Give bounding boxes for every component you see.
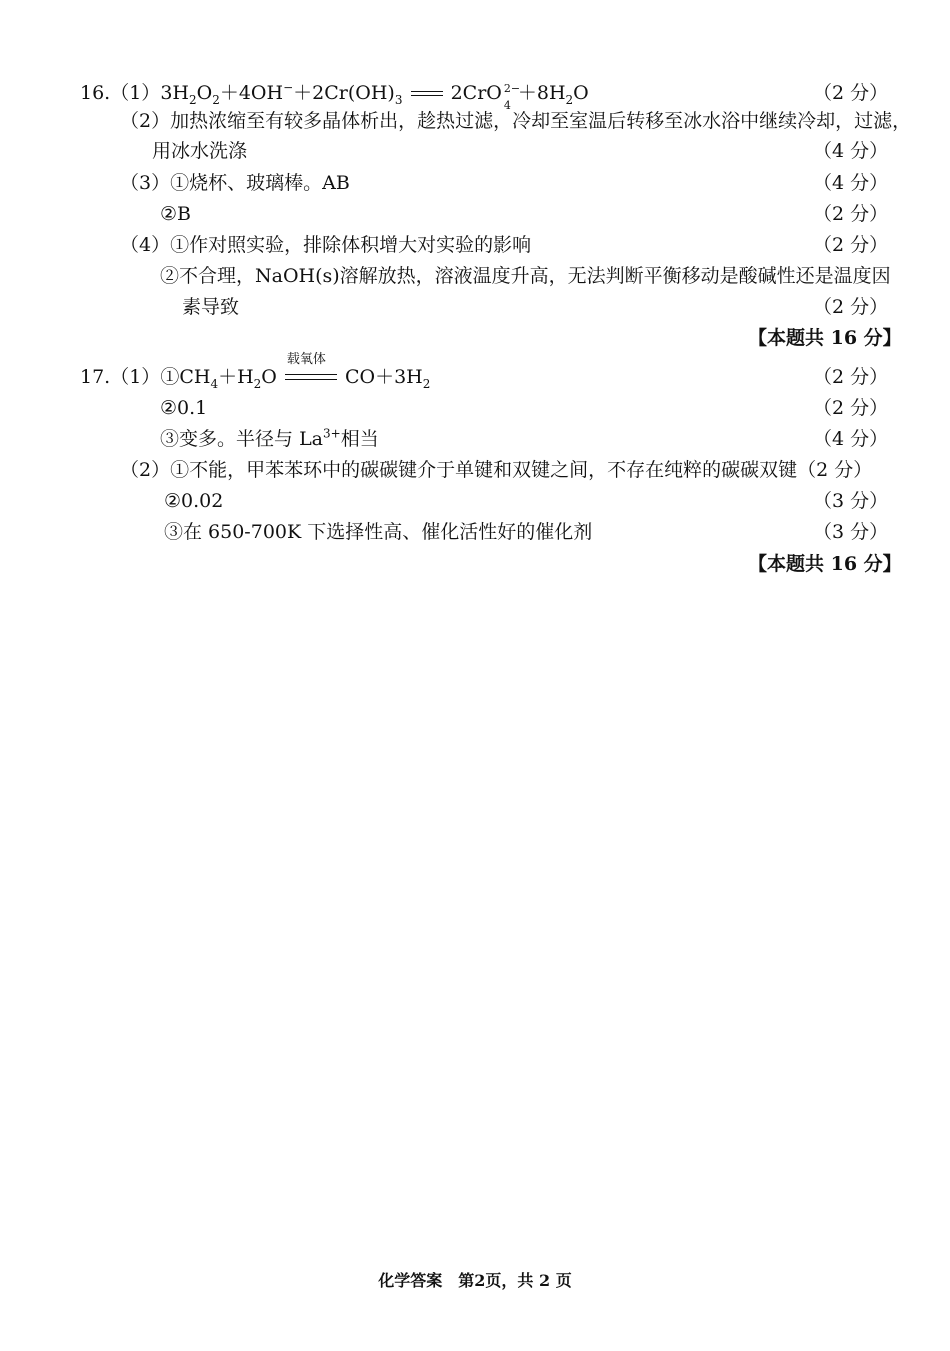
q16-part3-a: ①烧杯、玻璃棒。AB — [170, 172, 350, 194]
lanthanum-ion: $La^{3+}$ — [299, 426, 341, 450]
q17-part1-b-score: （2 分） — [813, 397, 889, 419]
q17-part1-c-end: 相当 — [340, 428, 379, 450]
q17-part1-a-score: （2 分） — [813, 366, 889, 388]
q16-part2-line1 — [120, 108, 911, 134]
q16-part4-a-score: （2 分） — [813, 234, 889, 256]
q17-part2-c-score: （3 分） — [813, 521, 889, 543]
q17-total: 【本题共 16 分】 — [748, 553, 902, 575]
q16-total: 【本题共 16 分】 — [748, 327, 902, 349]
q17-part2-label: （2） — [120, 459, 171, 481]
q17-part1-c-score: （4 分） — [813, 428, 889, 450]
q16-part2-text2: 用冰水洗涤 — [152, 140, 248, 162]
q16-part1-equation: $3H_2O_2+4OH^-+2Cr(OH)_3$ 2CrO 2− 4 $+8H_2O$ — [160, 80, 589, 112]
q17-part1-a-prefix: ① — [160, 366, 180, 388]
q16-part4-b-score: （2 分） — [813, 296, 889, 318]
q17-part1-a-equation: $CH_4+H_2O$ 载氧体 $CO+3H_2$ — [179, 366, 430, 388]
q16-part1-line — [80, 80, 589, 112]
q16-part3-line1 — [120, 170, 350, 196]
reaction-condition: 载氧体 — [286, 352, 326, 367]
q16-part1-label: （1） — [110, 82, 161, 104]
page-footer: 化学答案 第2页，共 2 页 — [378, 1271, 572, 1290]
q16-part4-line1 — [120, 232, 531, 258]
q16-part3-b-score: （2 分） — [813, 203, 889, 225]
q16-part2-text1: 加热浓缩至有较多晶体析出，趁热过滤，冷却至室温后转移至冰水浴中继续冷却，过滤， — [170, 110, 912, 132]
q17-part2-c: ③在 650-700K 下选择性高、催化活性好的催化剂 — [164, 521, 593, 543]
q16-part4-b1: ②不合理，NaOH(s)溶解放热，溶液温度升高，无法判断平衡移动是酸碱性还是温度因 — [160, 265, 891, 287]
q16-part2-score: （4 分） — [813, 140, 889, 162]
q17-part2-line1 — [120, 457, 872, 483]
q16-part3-b: ②B — [160, 203, 191, 225]
q16-part3-a-score: （4 分） — [813, 172, 889, 194]
q17-part1-label: （1） — [110, 366, 161, 388]
q17-part1-c-line — [160, 426, 379, 452]
reaction-condition-arrow — [283, 352, 339, 385]
q17-part1-c: ③变多。半径与 — [160, 428, 294, 450]
q16-part3-label: （3） — [120, 172, 171, 194]
q17-part2-a: ①不能，甲苯苯环中的碳碳键介于单键和双键之间，不存在纯粹的碳碳双键（2 分） — [170, 459, 873, 481]
q16-part2-label: （2） — [120, 110, 171, 132]
q16-number: 16. — [80, 82, 111, 104]
q17-part2-b: ②0.02 — [164, 490, 224, 512]
q16-part4-a: ①作对照实验，排除体积增大对实验的影响 — [170, 234, 532, 256]
q17-part2-b-score: （3 分） — [813, 490, 889, 512]
q16-part4-b2: 素导致 — [182, 296, 240, 318]
q16-part1-score: （2 分） — [813, 82, 889, 104]
q17-part1-b: ②0.1 — [160, 397, 208, 419]
q16-part4-label: （4） — [120, 234, 171, 256]
q17-part1-line1 — [80, 352, 431, 391]
q17-number: 17. — [80, 366, 111, 388]
equals-sign-icon — [409, 89, 445, 99]
